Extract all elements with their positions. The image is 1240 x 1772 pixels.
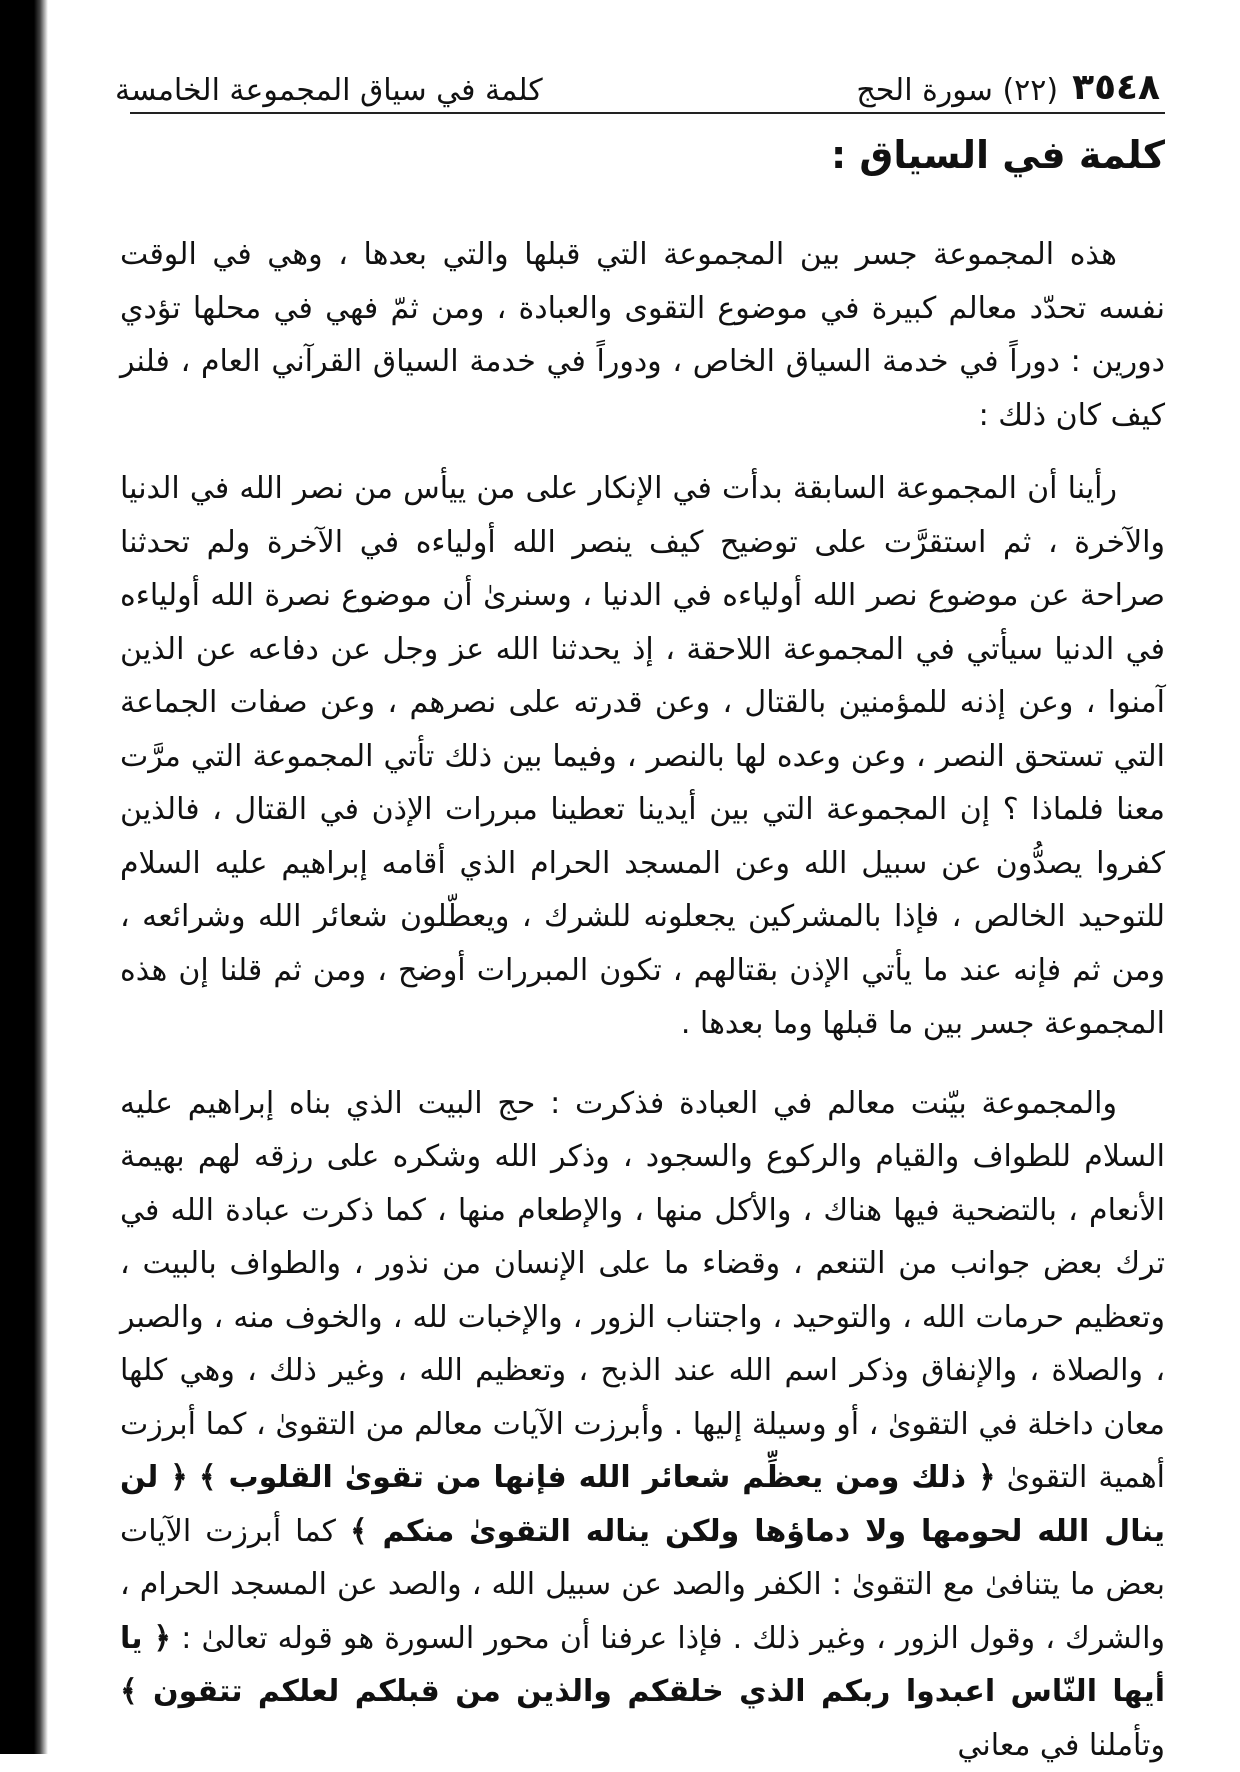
quran-verse-2: ﴿ لن ينال الله لحومها ولا دماؤها ولكن يناله التقوىٰ منكم ﴾ — [120, 1460, 1165, 1549]
section-title: كلمة في السياق : — [831, 133, 1165, 177]
surah-label: (٢٢) سورة الحج — [856, 73, 1058, 108]
running-title: كلمة في سياق المجموعة الخامسة — [115, 73, 543, 108]
quran-verse-1: ﴿ ذلك ومن يعظِّم شعائر الله فإنها من تقوىٰ القلوب ﴾ — [199, 1460, 996, 1495]
paragraph-1: هذه المجموعة جسر بين المجموعة التي قبلها والتي بعدها ، وهي في الوقت نفسه تحدّد معالم كبيرة في موضوع التقوى والعبادة ، ومن ثمّ فهي في محلها تؤدي دورين : دوراً في خدمة السياق الخاص ، ودوراً في خدمة السياق القرآني العام ، فلنر كيف كان ذلك : — [120, 228, 1165, 442]
quran-verse-3: ﴿ يا أيها النّاس اعبدوا ربكم الذي خلقكم والذين من قبلكم لعلكم تتقون ﴾ — [120, 1621, 1165, 1710]
header-divider — [130, 112, 1165, 114]
paragraph-2: رأينا أن المجموعة السابقة بدأت في الإنكار على من ييأس من نصر الله في الدنيا والآخرة ، ثم استقرَّت على توضيح كيف ينصر الله أولياءه في الآخرة ولم تحدثنا صراحة عن موضوع نصر الله أولياءه في الدنيا ، وسنرىٰ أن موضوع نصرة الله أولياءه في الدنيا سيأتي في المجموعة اللاحقة ، إذ يحدثنا الله عز وجل عن دفاعه عن الذين آمنوا ، وعن إذنه للمؤمنين بالقتال ، وعن قدرته على نصرهم ، وعن صفات الجماعة التي تستحق النصر ، وعن وعده لها بالنصر ، وفيما بين ذلك تأتي المجموعة التي مرَّت معنا فلماذا ؟ إن المجموعة التي بين أيدينا تعطينا مبررات الإذن في القتال ، فالذين كفروا يصدُّون عن سبيل الله وعن المسجد الحرام الذي أقامه إبراهيم عليه السلام للتوحيد الخالص ، فإذا بالمشركين يجعلونه للشرك ، ويعطّلون شعائر الله وشرائعه ، ومن ثم فإنه عند ما يأتي الإذن بقتالهم ، تكون المبررات أوضح ، ومن ثم قلنا إن هذه المجموعة جسر بين ما قبلها وما بعدها . — [120, 462, 1165, 1051]
paragraph-3-text-3: وتأملنا في معاني — [957, 1728, 1165, 1763]
paragraph-3-text-2: كما أبرزت الآيات بعض ما يتنافىٰ مع التقوىٰ : الكفر والصد عن سبيل الله ، والصد عن المسجد الحرام ، والشرك ، وقول الزور ، وغير ذلك . فإذا عرفنا أن محور السورة هو قوله تعالىٰ : — [120, 1514, 1165, 1656]
paragraph-3 — [120, 1077, 1165, 1772]
body-text — [120, 228, 1165, 1772]
scan-binding-edge — [0, 0, 48, 1754]
page-number: ٣٥٤٨ — [1072, 67, 1160, 108]
header-page-info — [856, 67, 1160, 108]
running-header — [115, 52, 1160, 108]
paragraph-3-text-1: والمجموعة بيّنت معالم في العبادة فذكرت : حج البيت الذي بناه إبراهيم عليه السلام للطواف والقيام والركوع والسجود ، وذكر الله وشكره على رزقه لهم بهيمة الأنعام ، بالتضحية فيها هناك ، والأكل منها ، والإطعام منها ، كما ذكرت عبادة الله في ترك بعض جوانب من التنعم ، وقضاء ما على الإنسان من نذور ، والطواف بالبيت ، وتعظيم حرمات الله ، والتوحيد ، واجتناب الزور ، والإخبات لله ، والخوف منه ، والصبر ، والصلاة ، والإنفاق وذكر اسم الله عند الذبح ، وتعظيم الله ، وغير ذلك ، وهي كلها معان داخلة في التقوىٰ ، أو وسيلة إليها . وأبرزت الآيات معالم من التقوىٰ ، كما أبرزت أهمية التقوىٰ — [120, 1086, 1165, 1496]
